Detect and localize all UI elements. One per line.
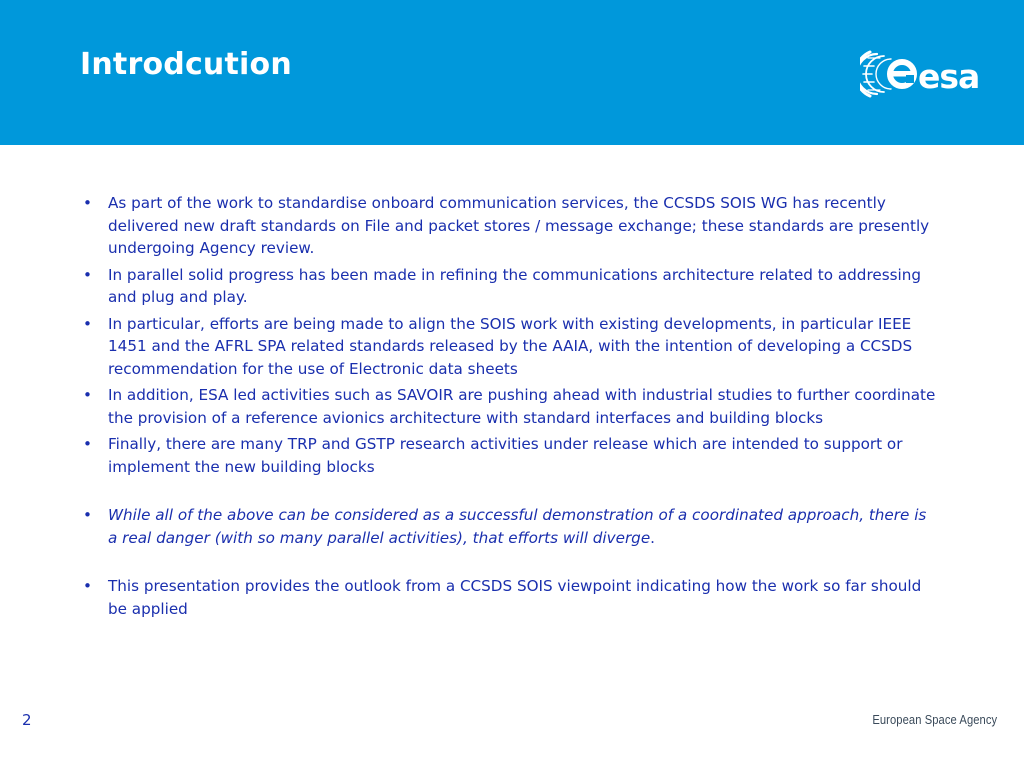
bullet-text-suffix: .: [650, 528, 655, 547]
bullet-text: In addition, ESA led activities such as SAVOIR are pushing ahead with industrial studies to further coordinate the provision of a reference avionics architecture with standard interfaces and building blocks: [108, 386, 936, 427]
bullet-item-4: [80, 384, 940, 429]
page-number: 2: [22, 711, 32, 729]
bullet-list-container: [80, 192, 940, 624]
bullet-list: [80, 192, 940, 620]
bullet-text: This presentation provides the outlook from a CCSDS SOIS viewpoint indicating how the work so far should be applied: [108, 577, 922, 618]
esa-logo-text: esa: [918, 57, 980, 96]
bullet-text: In particular, efforts are being made to align the SOIS work with existing developments, in particular IEEE 1451 and the AFRL SPA related standards released by the AAIA, with the intention of developing a CCSDS recommendation for the use of Electronic data sheets: [108, 314, 913, 378]
bullet-item-1: [80, 192, 940, 260]
bullet-dot-icon: •: [83, 194, 92, 212]
bullet-item-5: [80, 433, 940, 478]
bullet-text: As part of the work to standardise onboard communication services, the CCSDS SOIS WG has recently delivered new draft standards on File and packet stores / message exchange; these standards are presently undergoing Agency review.: [108, 194, 930, 257]
bullet-item-7: [80, 575, 940, 620]
slide-header: [0, 0, 1024, 145]
bullet-dot-icon: •: [83, 577, 92, 595]
bullet-text: While all of the above can be considered as a successful demonstration of a coordinated approach, there is a real danger (with so many parallel activities), that efforts will diverge: [108, 506, 927, 547]
bullet-item-3: [80, 313, 940, 381]
bullet-dot-icon: •: [83, 386, 92, 404]
bullet-text: In parallel solid progress has been made in refining the communications architecture related to addressing and plug and play.: [108, 265, 922, 306]
esa-globe-icon: [860, 52, 891, 96]
bullet-dot-icon: •: [83, 506, 92, 524]
bullet-item-6: [80, 504, 940, 549]
bullet-dot-icon: •: [83, 314, 92, 333]
bullet-dot-icon: •: [83, 265, 92, 284]
bullet-dot-icon: •: [83, 435, 92, 453]
bullet-item-2: [80, 264, 940, 309]
slide-title: Introdcution: [80, 47, 292, 82]
footer-agency-name: European Space Agency: [872, 712, 997, 727]
bullet-text: Finally, there are many TRP and GSTP research activities under release which are intended to support or implement the new building blocks: [108, 435, 903, 476]
esa-logo: [860, 44, 1000, 104]
